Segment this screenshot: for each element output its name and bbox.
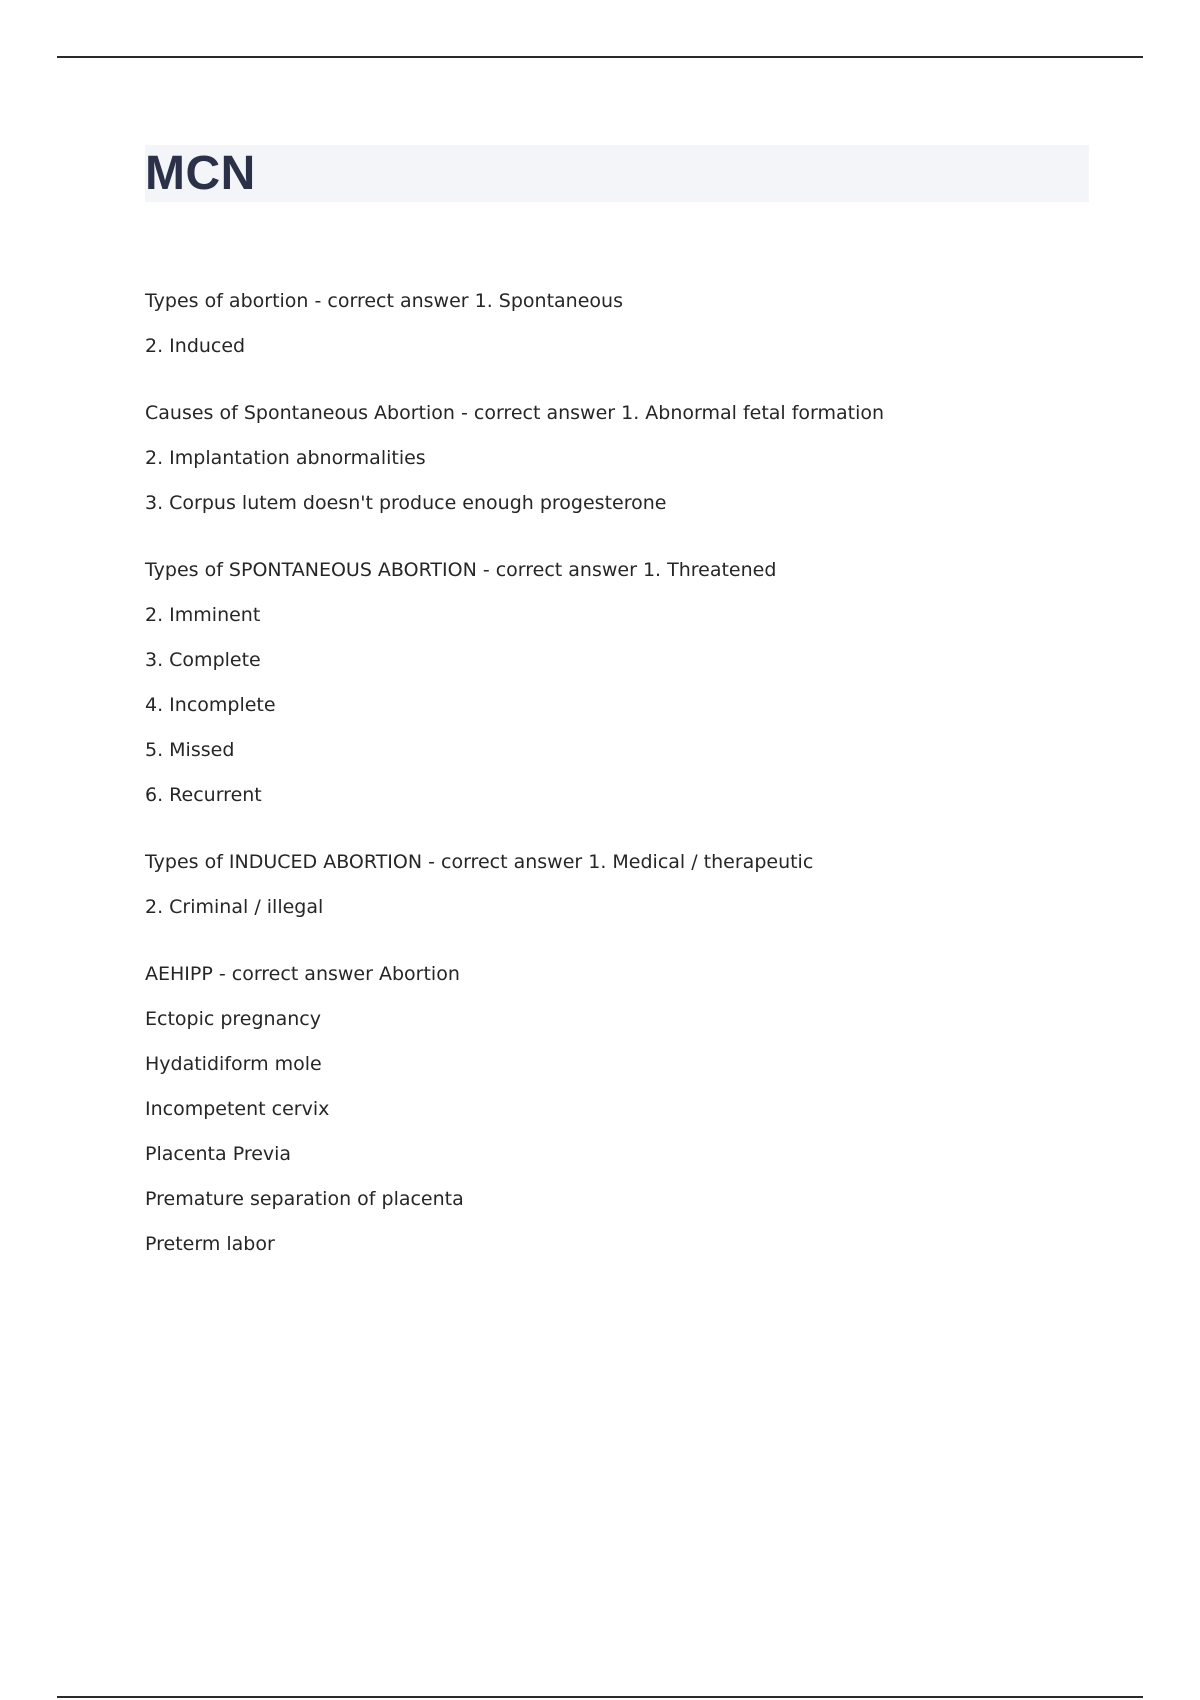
qa-block-aehipp: [145, 963, 1145, 1255]
qa-answer-line: 2. Implantation abnormalities: [145, 447, 426, 469]
qa-answer-line: Ectopic pregnancy: [145, 1008, 321, 1030]
qa-question-line: Causes of Spontaneous Abortion - correct answer 1. Abnormal fetal formation: [145, 402, 885, 424]
qa-block-causes-spontaneous: [145, 402, 1145, 514]
document-title: MCN: [145, 147, 256, 200]
qa-question-line: AEHIPP - correct answer Abortion: [145, 963, 460, 985]
header-rule: [57, 56, 1143, 58]
qa-answer-line: 4. Incomplete: [145, 694, 276, 716]
qa-answer-line: 2. Criminal / illegal: [145, 896, 324, 918]
qa-answer-line: Hydatidiform mole: [145, 1053, 322, 1075]
qa-answer-line: 6. Recurrent: [145, 784, 262, 806]
qa-block-types-induced: [145, 851, 1145, 918]
document-body: [145, 290, 1145, 1300]
footer-rule: [57, 1696, 1143, 1698]
qa-answer-line: 3. Corpus lutem doesn't produce enough progesterone: [145, 492, 667, 514]
qa-answer-line: Premature separation of placenta: [145, 1188, 464, 1210]
qa-question-line: Types of SPONTANEOUS ABORTION - correct answer 1. Threatened: [145, 559, 777, 581]
qa-answer-line: 2. Imminent: [145, 604, 261, 626]
qa-answer-line: 5. Missed: [145, 739, 235, 761]
qa-question-line: Types of INDUCED ABORTION - correct answer 1. Medical / therapeutic: [145, 851, 814, 873]
qa-question-line: Types of abortion - correct answer 1. Spontaneous: [145, 290, 623, 312]
qa-answer-line: Placenta Previa: [145, 1143, 292, 1165]
title-band: [145, 145, 1089, 202]
qa-block-types-of-abortion: [145, 290, 1145, 357]
qa-answer-line: Incompetent cervix: [145, 1098, 330, 1120]
qa-answer-line: 3. Complete: [145, 649, 261, 671]
qa-answer-line: Preterm labor: [145, 1233, 275, 1255]
qa-answer-line: 2. Induced: [145, 335, 246, 357]
qa-block-types-spontaneous: [145, 559, 1145, 806]
